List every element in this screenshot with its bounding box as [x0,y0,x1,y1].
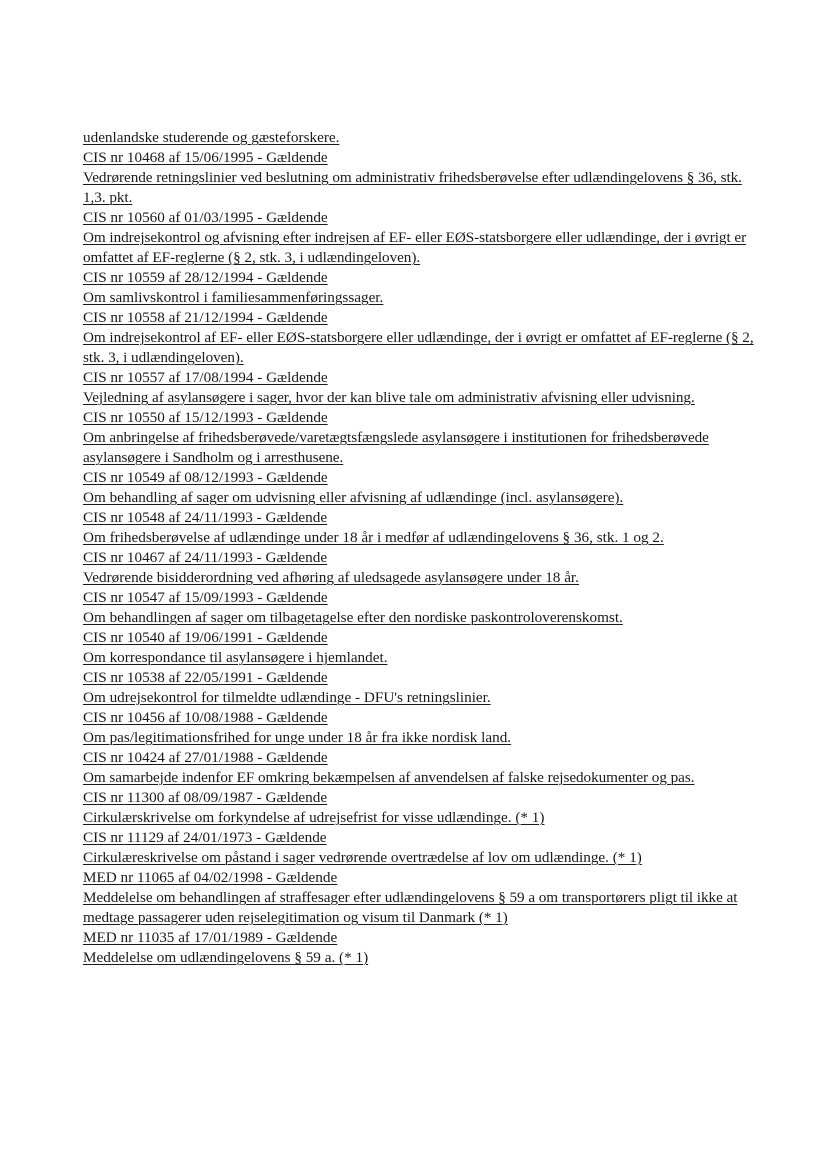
entry-description[interactable]: Om anbringelse af frihedsberøvede/varetægtsfængslede asylansøgere i institutionen for frihedsberøvede asylansøgere i Sandholm og i arresthusene. [83,429,709,466]
entry-reference-cis-10549[interactable]: CIS nr 10549 af 08/12/1993 - Gældende [83,469,328,486]
entry-description[interactable]: Om pas/legitimationsfrihed for unge under 18 år fra ikke nordisk land. [83,729,512,746]
entry-description[interactable]: Cirkulæreskrivelse om påstand i sager vedrørende overtrædelse af lov om udlændinge. (* 1) [83,849,642,866]
entry-description[interactable]: Om behandlingen af sager om tilbagetagelse efter den nordiske paskontroloverenskomst. [83,609,623,626]
entry-reference-cis-10456[interactable]: CIS nr 10456 af 10/08/1988 - Gældende [83,709,328,726]
entry-description[interactable]: Om samlivskontrol i familiesammenføringssager. [83,289,384,306]
entry-description[interactable]: Om samarbejde indenfor EF omkring bekæmpelsen af anvendelsen af falske rejsedokumenter og pas. [83,769,695,786]
entry-description[interactable]: Om behandling af sager om udvisning eller afvisning af udlændinge (incl. asylansøgere). [83,489,624,506]
entry-description[interactable]: Vejledning af asylansøgere i sager, hvor der kan blive tale om administrativ afvisning eller udvisning. [83,389,695,406]
entry-reference-cis-10468[interactable]: CIS nr 10468 af 15/06/1995 - Gældende [83,149,328,166]
entry-reference-cis-10538[interactable]: CIS nr 10538 af 22/05/1991 - Gældende [83,669,328,686]
entry-description[interactable]: Om indrejsekontrol og afvisning efter indrejsen af EF- eller EØS-statsborgere eller udlændinge, der i øvrigt er omfattet af EF-reglerne (§ 2, stk. 3, i udlændingeloven). [83,229,747,266]
entry-description[interactable]: Om korrespondance til asylansøgere i hjemlandet. [83,649,388,666]
entry-description[interactable]: Cirkulærskrivelse om forkyndelse af udrejsefrist for visse udlændinge. (* 1) [83,809,545,826]
entry-description[interactable]: Om udrejsekontrol for tilmeldte udlændinge - DFU's retningslinier. [83,689,491,706]
entry-reference-med-11065[interactable]: MED nr 11065 af 04/02/1998 - Gældende [83,869,338,886]
entry-reference-cis-10560[interactable]: CIS nr 10560 af 01/03/1995 - Gældende [83,209,328,226]
entry-reference-cis-10558[interactable]: CIS nr 10558 af 21/12/1994 - Gældende [83,309,328,326]
entry-description[interactable]: Om frihedsberøvelse af udlændinge under 18 år i medfør af udlændingelovens § 36, stk. 1 og 2. [83,529,664,546]
entry-description-continued[interactable]: udenlandske studerende og gæsteforskere. [83,129,340,146]
entry-reference-cis-10550[interactable]: CIS nr 10550 af 15/12/1993 - Gældende [83,409,328,426]
entry-reference-cis-10557[interactable]: CIS nr 10557 af 17/08/1994 - Gældende [83,369,328,386]
entry-description[interactable]: Meddelelse om behandlingen af straffesager efter udlændingelovens § 59 a om transportørers pligt til ikke at medtage passagerer uden rejselegitimation og visum til Danmark (* 1) [83,889,738,926]
entry-reference-cis-10547[interactable]: CIS nr 10547 af 15/09/1993 - Gældende [83,589,328,606]
entry-reference-cis-11129[interactable]: CIS nr 11129 af 24/01/1973 - Gældende [83,829,327,846]
entry-description[interactable]: Vedrørende retningslinier ved beslutning om administrativ frihedsberøvelse efter udlændingelovens § 36, stk. 1,3. pkt. [83,169,742,206]
entry-list [83,128,763,968]
entry-reference-cis-10424[interactable]: CIS nr 10424 af 27/01/1988 - Gældende [83,749,328,766]
entry-description[interactable]: Om indrejsekontrol af EF- eller EØS-statsborgere eller udlændinge, der i øvrigt er omfattet af EF-reglerne (§ 2, stk. 3, i udlændingeloven). [83,329,754,366]
entry-reference-cis-10467[interactable]: CIS nr 10467 af 24/11/1993 - Gældende [83,549,328,566]
entry-reference-cis-11300[interactable]: CIS nr 11300 af 08/09/1987 - Gældende [83,789,328,806]
entry-reference-cis-10540[interactable]: CIS nr 10540 af 19/06/1991 - Gældende [83,629,328,646]
entry-description[interactable]: Vedrørende bisidderordning ved afhøring af uledsagede asylansøgere under 18 år. [83,569,579,586]
entry-reference-cis-10559[interactable]: CIS nr 10559 af 28/12/1994 - Gældende [83,269,328,286]
entry-description[interactable]: Meddelelse om udlændingelovens § 59 a. (* 1) [83,949,369,966]
entry-reference-cis-10548[interactable]: CIS nr 10548 af 24/11/1993 - Gældende [83,509,328,526]
entry-reference-med-11035[interactable]: MED nr 11035 af 17/01/1989 - Gældende [83,929,338,946]
